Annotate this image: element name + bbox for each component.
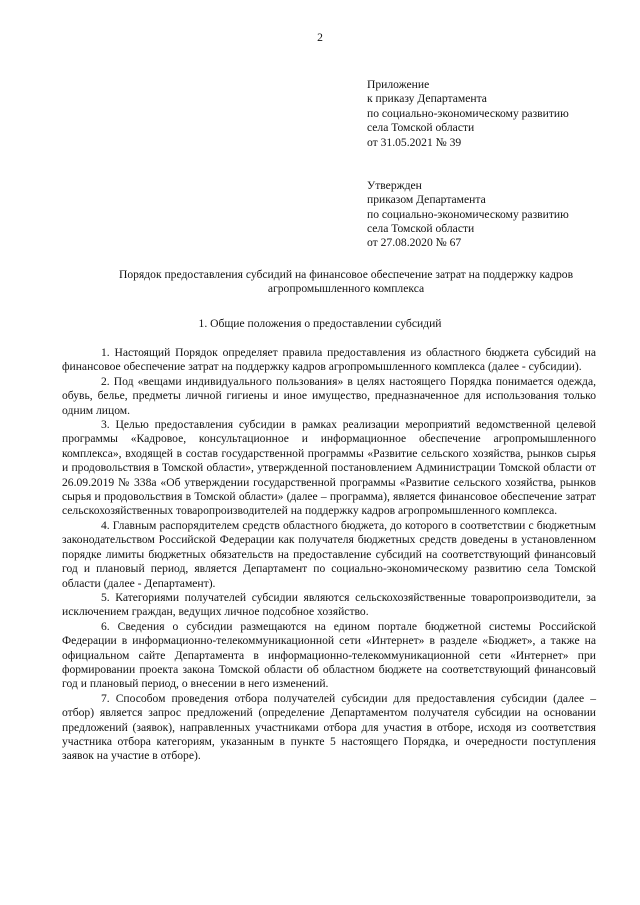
document-body — [62, 346, 596, 764]
annex-line: по социально-экономическому развитию — [367, 106, 569, 120]
paragraph-7: 7. Способом проведения отбора получателей субсидии для предоставления субсидии (далее – отбор) является запрос предложений (определение Департаментом получателя субсидии на основании предложений (заявок), направленных участниками отбора для участия в отборе, исходя из соответствия участника отбора категориям, указанным в пункте 5 настоящего Порядка, и очередности поступления заявок на участие в отборе). — [62, 691, 596, 763]
annex-line: Приложение — [367, 78, 430, 91]
approval-line: приказом Департамента — [367, 193, 486, 207]
approval-line: Утвержден — [367, 178, 422, 192]
approval-line: по социально-экономическому развитию — [367, 207, 569, 221]
paragraph-6: 6. Сведения о субсидии размещаются на едином портале бюджетной системы Российской Федерации в информационно-телекоммуникационной сети «Интернет» в разделе «Бюджет», а также на официальном сайте Департамента в информационно-телекоммуникационной сети «Интернет» при формировании проекта закона Томской области об областном бюджете на соответствующий финансовый год и плановый период, о внесении в него изменений. — [62, 619, 596, 691]
paragraph-2: 2. Под «вещами индивидуального пользования» в целях настоящего Порядка понимается одежда, обувь, белье, предметы личной гигиены и иное имущество, предназначенное для использования только одним лицом. — [62, 374, 596, 417]
annex-line: к приказу Департамента — [367, 92, 487, 106]
annex-line: от 31.05.2021 № 39 — [367, 135, 462, 149]
paragraph-4: 4. Главным распорядителем средств областного бюджета, до которого в соответствии с бюджетным законодательством Российской Федерации как получателя бюджетных средств доведены в установленном порядке лимиты бюджетных обязательств на предоставление субсидий на соответствующий финансовый год и плановый период, является Департамент по социально-экономическому развитию села Томской области (далее - Департамент). — [62, 518, 596, 590]
annex-line: села Томской области — [367, 121, 475, 135]
approval-line: от 27.08.2020 № 67 — [367, 236, 462, 250]
page-number: 2 — [317, 31, 323, 44]
annex-block — [367, 78, 627, 251]
paragraph-3: 3. Целью предоставления субсидии в рамках реализации мероприятий ведомственной целевой программы «Кадровое, консультационное и информационное обеспечение агропромышленного комплекса», входящей в состав государственной программы «Развитие сельского хозяйства, рынков сырья и продовольствия в Томской области», утвержденной постановлением Администрации Томской области от 26.09.2019 № 338а «Об утверждении государственной программы «Развитие сельского хозяйства, рынков сырья и продовольствия в Томской области» (далее – программа), является финансовое обеспечение затрат сельскохозяйственных товаропроизводителей на поддержку кадров агропромышленного комплекса. — [62, 418, 596, 518]
paragraph-5: 5. Категориями получателей субсидии являются сельскохозяйственные товаропроизводители, за исключением граждан, ведущих личное подсобное хозяйство. — [62, 590, 596, 619]
document-title: Порядок предоставления субсидий на финансовое обеспечение затрат на поддержку кадров агропромышленного комплекса — [118, 268, 574, 296]
paragraph-1: 1. Настоящий Порядок определяет правила предоставления из областного бюджета субсидий на финансовое обеспечение затрат на поддержку кадров агропромышленного комплекса (далее - субсидии). — [62, 346, 596, 374]
approval-line: села Томской области — [367, 222, 475, 236]
section-heading: 1. Общие положения о предоставлении субсидий — [198, 317, 442, 330]
